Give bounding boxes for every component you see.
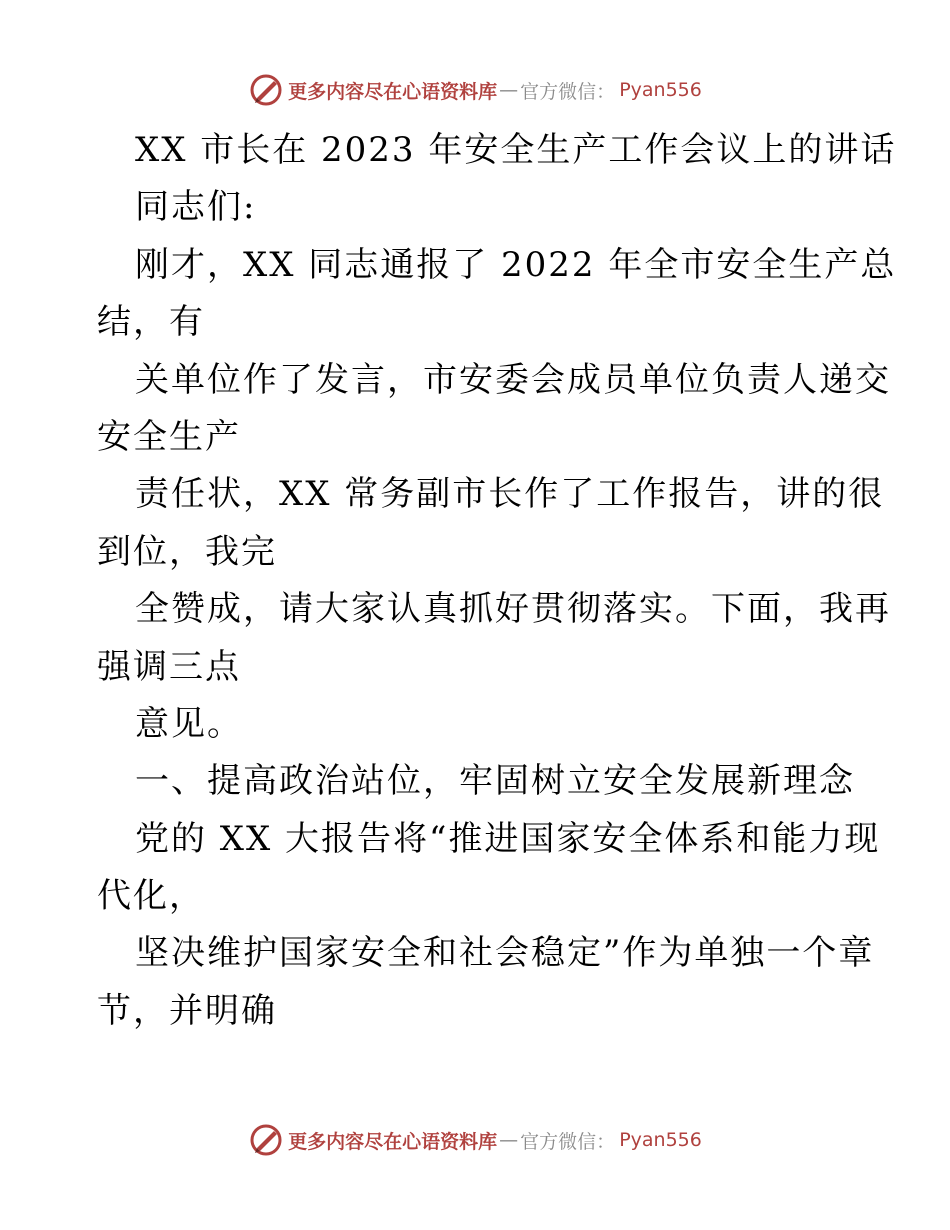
paragraph-line: 安全生产 (97, 416, 241, 457)
salutation: 同志们: (135, 187, 257, 228)
watermark-wechat-id: Pyan556 (619, 1129, 702, 1151)
document-body (97, 122, 897, 1040)
paragraph-line: 强调三点 (97, 646, 241, 687)
watermark-site-text: 更多内容尽在心语资料库 (288, 1130, 498, 1153)
watermark-separator: — (499, 1129, 519, 1151)
document-title: XX 市长在 2023 年安全生产工作会议上的讲话 (135, 130, 897, 170)
paragraph-line: 坚决维护国家安全和社会稳定”作为单独一个章 (135, 933, 875, 974)
watermark-wechat-label: 官方微信： (520, 80, 616, 103)
paragraph-line: 刚才，XX 同志通报了 2022 年全市安全生产总 (135, 244, 897, 285)
paragraph-line: 全赞成，请大家认真抓好贯彻落实。下面，我再 (135, 589, 891, 630)
paragraph-line: 到位，我完 (97, 531, 277, 572)
watermark-wechat-id: Pyan556 (619, 79, 702, 101)
paragraph-line: 意见。 (135, 703, 243, 744)
footer-watermark (0, 1122, 950, 1158)
paragraph-line: 节，并明确 (97, 990, 277, 1031)
section-heading: 一、提高政治站位，牢固树立安全发展新理念 (135, 761, 855, 802)
paragraph-line: 代化， (97, 876, 205, 917)
header-watermark (0, 72, 950, 108)
pen-logo-icon (248, 72, 284, 108)
paragraph-line: 党的 XX 大报告将“推进国家安全体系和能力现 (135, 818, 881, 859)
watermark-site-text: 更多内容尽在心语资料库 (288, 80, 498, 103)
paragraph-line: 关单位作了发言，市安委会成员单位负责人递交 (135, 359, 891, 400)
watermark-separator: — (499, 79, 519, 101)
watermark-wechat-label: 官方微信： (520, 1130, 616, 1153)
paragraph-line: 结，有 (97, 302, 205, 343)
pen-logo-icon (248, 1122, 284, 1158)
paragraph-line: 责任状，XX 常务副市长作了工作报告，讲的很 (135, 474, 885, 515)
